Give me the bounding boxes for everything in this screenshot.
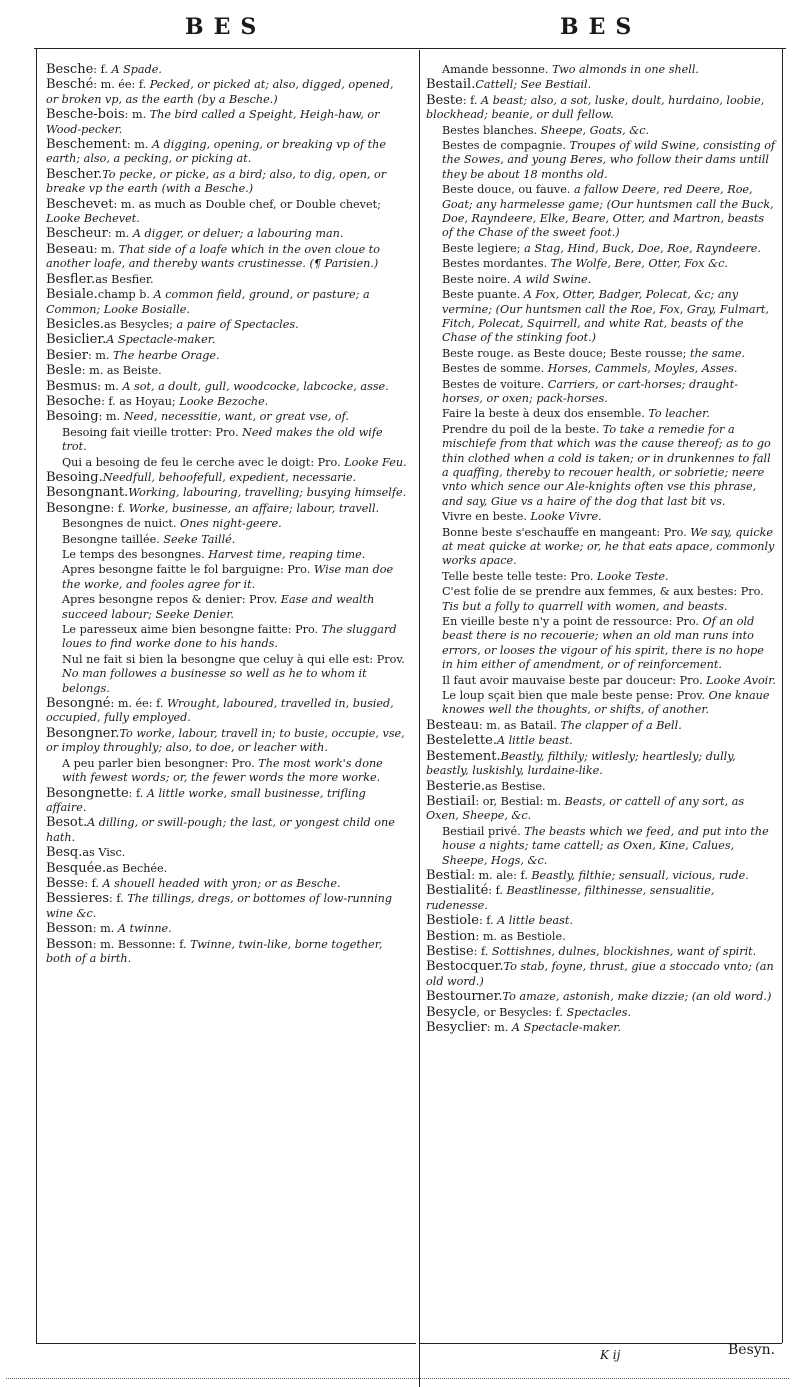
entry-grammar: as Visc. bbox=[82, 846, 126, 860]
dictionary-entry bbox=[46, 653, 408, 696]
entry-grammar: Bestes de voiture. bbox=[442, 377, 545, 391]
entry-grammar: : f. bbox=[84, 876, 99, 890]
entry-definition: Ones night-geere. bbox=[180, 517, 282, 531]
entry-grammar: Qui a besoing de feu le cerche avec le doigt: Pro. bbox=[62, 455, 341, 469]
entry-headword: Bescher. bbox=[46, 166, 103, 182]
entry-grammar: : f. as Hoyau; bbox=[101, 394, 176, 408]
entry-headword: Besle bbox=[46, 363, 82, 379]
entry-headword: Bestelette. bbox=[426, 733, 497, 749]
dictionary-entry bbox=[46, 456, 408, 470]
entry-definition: the same. bbox=[689, 346, 746, 360]
dictionary-entry bbox=[426, 884, 778, 913]
entry-definition: We say, quicke at meat quicke at worke; or, he that eats apace, commonly works apace. bbox=[442, 525, 775, 568]
entry-definition: Pecked, or picked at; also, digged, opened, or broken vp, as the earth (by a Besche.) bbox=[46, 78, 394, 106]
dictionary-entry bbox=[426, 960, 778, 989]
entry-headword: Bestialité bbox=[426, 883, 489, 899]
entry-headword: Besche-bois bbox=[46, 107, 125, 123]
entry-definition: To leacher. bbox=[648, 407, 710, 421]
entry-headword: Besché bbox=[46, 77, 94, 93]
dictionary-entry bbox=[426, 945, 778, 959]
dictionary-entry bbox=[426, 124, 778, 138]
entry-grammar: Bonne beste s'eschauffe en mangeant: Pro. bbox=[442, 525, 687, 539]
dictionary-entry bbox=[426, 1006, 778, 1020]
entry-headword: Besoing bbox=[46, 409, 99, 425]
dictionary-entry bbox=[46, 517, 408, 531]
entry-grammar: , or Besycles: f. bbox=[476, 1005, 563, 1019]
dictionary-entry bbox=[426, 719, 778, 733]
right-column bbox=[426, 63, 778, 1036]
dictionary-entry bbox=[46, 502, 408, 516]
entry-grammar: : m. as much as Double chef, or Double chevet; bbox=[113, 197, 381, 211]
entry-grammar: : m. ée: f. bbox=[93, 78, 147, 92]
entry-headword: Bestement. bbox=[426, 748, 501, 764]
entry-grammar: : m. bbox=[87, 348, 110, 362]
dictionary-entry bbox=[46, 63, 408, 77]
entry-headword: Besot. bbox=[46, 815, 88, 831]
entry-definition: Wrought, laboured, travelled in, busied, occupied, fully employed. bbox=[46, 697, 394, 725]
dictionary-entry bbox=[46, 816, 408, 845]
dictionary-entry bbox=[426, 94, 778, 123]
entry-headword: Besier bbox=[46, 347, 88, 363]
entry-definition: To amaze, astonish, make dizzie; (an old word.) bbox=[502, 990, 772, 1004]
entry-definition: No man followes a businesse so well as he to whom it belongs. bbox=[62, 667, 367, 695]
entry-headword: Besche bbox=[46, 62, 94, 77]
entry-definition: Need makes the old wife trot. bbox=[62, 425, 383, 454]
dictionary-entry bbox=[46, 892, 408, 921]
dictionary-entry bbox=[426, 183, 778, 241]
dictionary-entry bbox=[426, 63, 778, 77]
entry-definition: Beasts, or cattell of any sort, as Oxen, Sheepe, &c. bbox=[426, 794, 745, 823]
entry-headword: Bestourner. bbox=[426, 989, 503, 1005]
dictionary-entry bbox=[426, 825, 778, 868]
entry-definition: That side of a loafe which in the oven cloue to another loafe, and thereby wants crustinesse. (¶ Parisien.) bbox=[46, 242, 381, 271]
entry-definition: To stab, foyne, thrust, giue a stoccado vnto; (an old word.) bbox=[426, 960, 774, 988]
entry-definition: One knaue knowes well the thoughts, or shifts, of another. bbox=[442, 689, 770, 717]
entry-grammar: : m. bbox=[97, 379, 119, 393]
entry-definition: Ease and wealth succeed labour; Seeke Denier. bbox=[62, 593, 375, 621]
dictionary-entry bbox=[46, 486, 408, 500]
entry-definition: The beasts which we feed, and put into the house a nights; tame cattell; as Oxen, Kine, Calues, Sheepe, Hogs, &c. bbox=[442, 824, 769, 867]
dictionary-entry bbox=[426, 510, 778, 524]
entry-grammar: A peu parler bien besongner: Pro. bbox=[62, 756, 255, 770]
entry-definition: Beastlinesse, filthinesse, sensualitie, rudenesse. bbox=[426, 884, 715, 912]
entry-definition: Looke Teste. bbox=[597, 569, 669, 583]
entry-definition: Looke Bezoche. bbox=[179, 394, 269, 408]
dictionary-entry bbox=[426, 273, 778, 287]
dictionary-entry bbox=[46, 877, 408, 891]
dictionary-entry bbox=[46, 548, 408, 562]
dictionary-entry bbox=[46, 787, 408, 816]
entry-headword: Besquée. bbox=[46, 860, 107, 876]
dictionary-entry bbox=[426, 689, 778, 718]
running-head-right: BES bbox=[560, 14, 642, 40]
entry-grammar: Beste rouge. as Beste douce; Beste rousse; bbox=[442, 346, 687, 360]
entry-definition: The clapper of a Bell. bbox=[560, 718, 682, 732]
entry-headword: Beschement bbox=[46, 137, 127, 153]
left-border bbox=[36, 48, 37, 1343]
entry-headword: Besongner. bbox=[46, 725, 120, 741]
entry-grammar: Beste noire. bbox=[442, 272, 511, 286]
entry-headword: Bestise bbox=[426, 943, 474, 959]
entry-definition: Working, labouring, travelling; busying himselfe. bbox=[128, 486, 407, 500]
entry-grammar: : m. as Bestiole. bbox=[475, 929, 566, 943]
entry-definition: Two almonds in one shell. bbox=[552, 63, 699, 76]
entry-grammar: : m. as Batail. bbox=[478, 718, 557, 732]
entry-definition: A sot, a doult, gull, woodcocke, labcocke, asse. bbox=[122, 379, 389, 393]
entry-definition: Sheepe, Goats, &c. bbox=[540, 123, 650, 137]
entry-grammar: : m. as Beiste. bbox=[81, 364, 162, 378]
entry-grammar: Apres besongne faitte le fol barguigne: Pro. bbox=[62, 563, 311, 577]
entry-grammar: Bestes de compagnie. bbox=[442, 139, 566, 153]
entry-definition: Carriers, or cart-horses; draught-horses, or oxen; pack-horses. bbox=[442, 377, 739, 405]
entry-grammar: Bestiail privé. bbox=[442, 824, 521, 838]
column-divider bbox=[419, 50, 420, 1387]
dictionary-entry bbox=[46, 380, 408, 394]
entry-definition: To take a remedie for a mischiefe from that which was the cause thereof; as to go thin clothed when a cold is taken; or in drunkennes to fall a quaffing, thereby to recouer health, or sobrietie; neere vnto which sence our Ale-knights often vse this phrase, and say, Giue vs a haire of the dog that last bit vs. bbox=[442, 422, 771, 508]
dictionary-entry bbox=[426, 526, 778, 569]
entry-headword: Bestial bbox=[426, 867, 472, 883]
entry-definition: Twinne, twin-like, borne together, both of a birth. bbox=[46, 937, 383, 965]
entry-headword: Besteau bbox=[426, 717, 479, 733]
entry-definition: Needfull, behoofefull, expedient, necessarie. bbox=[102, 470, 357, 484]
entry-definition: The most work's done with fewest words; or, the fewer words the more worke. bbox=[62, 756, 383, 785]
entry-grammar: Beste puante. bbox=[442, 288, 521, 302]
entry-headword: Beste bbox=[426, 92, 463, 108]
dictionary-entry bbox=[426, 585, 778, 614]
running-head-left: BES bbox=[185, 14, 267, 40]
dictionary-entry bbox=[46, 108, 408, 137]
right-border bbox=[782, 48, 783, 1343]
page-edge-rule bbox=[6, 1378, 789, 1379]
entry-grammar: Nul ne fait si bien la besongne que celuy à qui elle est: Prov. bbox=[62, 652, 405, 666]
entry-definition: The Wolfe, Bere, Otter, Fox &c. bbox=[550, 257, 728, 271]
entry-definition: A digging, opening, or breaking vp of the earth; also, a pecking, or picking at. bbox=[46, 138, 387, 166]
bottom-rule-left bbox=[36, 1343, 416, 1344]
dictionary-entry bbox=[426, 750, 778, 779]
dictionary-entry bbox=[46, 862, 408, 876]
entry-definition: A little beast. bbox=[497, 914, 573, 928]
entry-definition: Spectacles. bbox=[566, 1005, 632, 1019]
entry-grammar: Besongnes de nuict. bbox=[62, 517, 177, 531]
entry-definition: Harvest time, reaping time. bbox=[208, 548, 366, 561]
entry-definition: A wild Swine. bbox=[513, 272, 592, 286]
dictionary-entry bbox=[426, 570, 778, 584]
entry-grammar: Amande bessonne. bbox=[442, 63, 549, 76]
entry-headword: Besoing. bbox=[46, 469, 103, 485]
entry-grammar: : m. bbox=[107, 227, 130, 241]
entry-grammar: champ b. bbox=[97, 288, 150, 302]
entry-grammar: Beste legiere; bbox=[442, 241, 521, 255]
entry-grammar: Besongne taillée. bbox=[62, 532, 160, 546]
entry-headword: Bestocquer. bbox=[426, 959, 504, 975]
entry-grammar: Vivre en beste. bbox=[442, 510, 527, 524]
dictionary-entry bbox=[426, 795, 778, 824]
entry-grammar: as Besfier. bbox=[95, 272, 154, 286]
entry-headword: Besson bbox=[46, 921, 93, 937]
entry-headword: Bestiail bbox=[426, 793, 476, 809]
entry-headword: Bessieres bbox=[46, 891, 110, 907]
entry-headword: Besson bbox=[46, 936, 93, 952]
dictionary-entry bbox=[46, 938, 408, 967]
entry-grammar: : f. bbox=[488, 884, 503, 898]
dictionary-entry bbox=[426, 674, 778, 688]
entry-definition: The bird called a Speight, Heigh-haw, or Wood-pecker. bbox=[46, 108, 380, 136]
dictionary-entry bbox=[46, 333, 408, 347]
entry-headword: Besfler. bbox=[46, 271, 96, 287]
entry-definition: a fallow Deere, red Deere, Roe, Goat; any harmelesse game; (Our huntsmen call the Buck, Doe, Rayndeere, Elke, Beare, Otter, and Martron, beasts of the Chase of the sweet foot.) bbox=[442, 183, 774, 240]
dictionary-entry bbox=[46, 318, 408, 332]
dictionary-entry bbox=[426, 139, 778, 182]
entry-definition: A little worke, small businesse, trifling affaire. bbox=[46, 786, 366, 814]
dictionary-entry bbox=[46, 757, 408, 786]
dictionary-entry bbox=[426, 257, 778, 271]
entry-grammar: : m. bbox=[92, 922, 115, 936]
entry-definition: Wise man doe the worke, and fooles agree for it. bbox=[62, 563, 394, 591]
entry-grammar: as Bechée. bbox=[106, 861, 168, 875]
entry-headword: Besongné bbox=[46, 696, 111, 712]
entry-headword: Beseau bbox=[46, 241, 94, 257]
top-rule bbox=[34, 48, 786, 49]
entry-grammar: : m. bbox=[124, 108, 147, 122]
dictionary-entry bbox=[426, 407, 778, 421]
entry-definition: The hearbe Orage. bbox=[113, 348, 220, 362]
entry-headword: Besyclier bbox=[426, 1020, 487, 1035]
entry-grammar: Apres besongne repos & denier: Prov. bbox=[62, 593, 278, 607]
dictionary-entry bbox=[46, 227, 408, 241]
entry-grammar: : m. bbox=[486, 1021, 509, 1034]
entry-definition: Horses, Cammels, Moyles, Asses. bbox=[547, 362, 738, 376]
entry-headword: Bestion bbox=[426, 928, 476, 944]
entry-grammar: Il faut avoir mauvaise beste par douceur: Pro. bbox=[442, 673, 703, 687]
entry-grammar: : or, Bestial: m. bbox=[475, 794, 562, 808]
dictionary-entry bbox=[46, 168, 408, 197]
entry-definition: A dilling, or swill-pough; the last, or yongest child one hath. bbox=[46, 816, 395, 844]
dictionary-entry bbox=[426, 615, 778, 673]
entry-grammar: Prendre du poil de la beste. bbox=[442, 422, 600, 436]
entry-grammar: : f. bbox=[110, 501, 126, 515]
entry-grammar: Beste douce, ou fauve. bbox=[442, 183, 571, 197]
entry-grammar: : m. bbox=[126, 138, 149, 152]
entry-definition: Beastly, filthie; sensuall, vicious, rude. bbox=[531, 868, 749, 882]
entry-definition: Looke Vivre. bbox=[530, 510, 602, 524]
entry-definition: A shouell headed with yron; or as Besche. bbox=[102, 876, 341, 890]
dictionary-entry bbox=[426, 1021, 778, 1035]
entry-definition: The sluggard loues to find worke done to his hands. bbox=[62, 623, 397, 651]
dictionary-entry bbox=[46, 395, 408, 409]
entry-headword: Besmus bbox=[46, 378, 98, 394]
entry-definition: a Stag, Hind, Buck, Doe, Roe, Rayndeere. bbox=[524, 241, 761, 255]
dictionary-entry bbox=[46, 471, 408, 485]
entry-definition: A Spectacle-maker. bbox=[511, 1021, 621, 1034]
entry-grammar: Bestes mordantes. bbox=[442, 257, 548, 271]
dictionary-entry bbox=[46, 364, 408, 378]
dictionary-entry bbox=[426, 288, 778, 346]
entry-grammar: : m. bbox=[98, 410, 121, 424]
entry-definition: Sottishnes, dulnes, blockishnes, want of spirit. bbox=[491, 944, 757, 958]
entry-grammar: Besoing fait vieille trotter: Pro. bbox=[62, 425, 239, 439]
dictionary-entry bbox=[426, 78, 778, 92]
dictionary-entry bbox=[426, 378, 778, 407]
dictionary-entry bbox=[426, 423, 778, 509]
dictionary-entry bbox=[46, 349, 408, 363]
entry-headword: Bestiole bbox=[426, 913, 479, 929]
entry-definition: Looke Feu. bbox=[344, 455, 407, 469]
entry-definition: A Fox, Otter, Badger, Polecat, &c; any vermine; (Our huntsmen call the Roe, Fox, Gray, Fulmart, Fitch, Polecat, Squirrell, and white Rat, beasts of the Chase of the stinking foot.) bbox=[442, 288, 769, 345]
dictionary-entry bbox=[426, 362, 778, 376]
entry-grammar: C'est folie de se prendre aux femmes, & aux bestes: Pro. bbox=[442, 585, 764, 599]
left-column bbox=[46, 63, 408, 967]
entry-grammar: : f. bbox=[462, 93, 478, 107]
entry-grammar: En vieille beste n'y a point de ressource: Pro. bbox=[442, 615, 699, 629]
entry-grammar: : f. bbox=[478, 914, 494, 928]
entry-headword: Besiclier. bbox=[46, 332, 107, 348]
entry-definition: Seeke Taillé. bbox=[163, 532, 236, 546]
entry-headword: Besycle bbox=[426, 1004, 477, 1020]
entry-grammar: : f. bbox=[93, 63, 108, 76]
entry-headword: Besicles. bbox=[46, 316, 105, 332]
entry-grammar: Telle beste telle teste: Pro. bbox=[442, 569, 594, 583]
dictionary-entry bbox=[46, 533, 408, 547]
entry-definition: A little beast. bbox=[496, 734, 573, 748]
entry-grammar: : f. bbox=[109, 892, 124, 906]
dictionary-entry bbox=[46, 198, 408, 227]
dictionary-entry bbox=[46, 593, 408, 622]
entry-grammar: Faire la beste à deux dos ensemble. bbox=[442, 407, 645, 421]
dictionary-entry bbox=[426, 869, 778, 883]
entry-grammar: as Besycles; bbox=[104, 317, 173, 331]
entry-definition: To pecke, or picke, as a bird; also, to dig, open, or breake vp the earth (with a Besche.) bbox=[46, 167, 387, 196]
entry-grammar: : m. ale: f. bbox=[471, 868, 528, 882]
entry-headword: Besongnant. bbox=[46, 485, 129, 501]
dictionary-entry bbox=[46, 623, 408, 652]
dictionary-entry bbox=[46, 138, 408, 167]
entry-grammar: Bestes de somme. bbox=[442, 362, 545, 376]
entry-headword: Beschevet bbox=[46, 196, 114, 212]
entry-definition: Beastly, filthily; witlesly; heartlesly; dully, beastly, luskishly, lurdaine-like. bbox=[426, 749, 736, 778]
entry-grammar: as Bestise. bbox=[485, 779, 546, 793]
dictionary-entry bbox=[46, 243, 408, 272]
dictionary-entry bbox=[426, 734, 778, 748]
entry-definition: Cattell; See Bestiail. bbox=[475, 78, 592, 92]
dictionary-entry bbox=[46, 426, 408, 455]
entry-headword: Besq. bbox=[46, 845, 83, 861]
entry-headword: Besse bbox=[46, 875, 85, 891]
signature-mark: K ij bbox=[600, 1348, 621, 1362]
entry-definition: Tis but a folly to quarrell with women, and beasts. bbox=[442, 599, 728, 613]
entry-grammar: : m. ée: f. bbox=[110, 697, 164, 711]
entry-definition: a paire of Spectacles. bbox=[176, 317, 299, 331]
entry-definition: A twinne. bbox=[117, 922, 172, 936]
dictionary-entry bbox=[46, 410, 408, 424]
dictionary-entry bbox=[46, 697, 408, 726]
entry-grammar: Le paresseux aime bien besongne faitte: Pro. bbox=[62, 623, 319, 637]
entry-headword: Bescheur bbox=[46, 226, 108, 242]
dictionary-entry bbox=[46, 78, 408, 107]
catchword: Besyn. bbox=[728, 1342, 776, 1358]
entry-definition: A beast; also, a sot, luske, doult, hurdaino, loobie, blockhead; beanie, or dull fellow. bbox=[426, 93, 765, 122]
entry-grammar: : f. bbox=[473, 944, 489, 958]
entry-definition: Looke Avoir. bbox=[706, 673, 776, 687]
entry-definition: Worke, businesse, an affaire; labour, travell. bbox=[128, 501, 380, 515]
entry-definition: The tillings, dregs, or bottomes of low-running wine &c. bbox=[46, 892, 393, 920]
entry-headword: Bestail. bbox=[426, 77, 476, 93]
entry-headword: Besongne bbox=[46, 500, 111, 516]
entry-headword: Besiale. bbox=[46, 287, 98, 303]
entry-headword: Besterie. bbox=[426, 778, 486, 794]
entry-grammar: Le temps des besongnes. bbox=[62, 548, 205, 561]
dictionary-entry bbox=[426, 780, 778, 794]
entry-grammar: : m. Bessonne: f. bbox=[92, 937, 187, 951]
dictionary-entry bbox=[426, 914, 778, 928]
entry-definition: Of an old beast there is no recouerie; when an old man runs into errors, or looses the vigour of his spirit, there is no hope in him either of amendment, or of reinforcement. bbox=[442, 615, 764, 672]
entry-headword: Besoche bbox=[46, 393, 102, 409]
dictionary-entry bbox=[46, 273, 408, 287]
dictionary-entry bbox=[46, 922, 408, 936]
dictionary-entry bbox=[46, 288, 408, 317]
dictionary-entry bbox=[46, 563, 408, 592]
dictionary-entry bbox=[426, 242, 778, 256]
entry-grammar: : f. bbox=[128, 786, 144, 800]
entry-grammar: : m. bbox=[93, 242, 116, 256]
dictionary-entry bbox=[426, 930, 778, 944]
dictionary-entry bbox=[426, 347, 778, 361]
entry-grammar: Bestes blanches. bbox=[442, 123, 538, 137]
entry-grammar: Le loup sçait bien que male beste pense: Prov. bbox=[442, 689, 705, 703]
entry-definition: To worke, labour, travell in; to busie, occupie, vse, or imploy throughly; also, to doe, or leacher with. bbox=[46, 726, 405, 755]
dictionary-entry bbox=[426, 990, 778, 1004]
dictionary-entry bbox=[46, 727, 408, 756]
entry-definition: Looke Bechevet. bbox=[46, 212, 140, 226]
entry-definition: Need, necessitie, want, or great vse, of. bbox=[123, 410, 349, 424]
entry-definition: A Spectacle-maker. bbox=[106, 333, 216, 347]
dictionary-entry bbox=[46, 846, 408, 860]
entry-definition: Troupes of wild Swine, consisting of the Sowes, and young Beres, who follow their dams untill they be about 18 months old. bbox=[442, 139, 776, 181]
entry-definition: A common field, ground, or pasture; a Common; Looke Bosialle. bbox=[46, 288, 370, 316]
entry-definition: A digger, or deluer; a labouring man. bbox=[132, 227, 344, 241]
entry-headword: Besongnette bbox=[46, 785, 129, 801]
entry-definition: A Spade. bbox=[111, 63, 162, 76]
